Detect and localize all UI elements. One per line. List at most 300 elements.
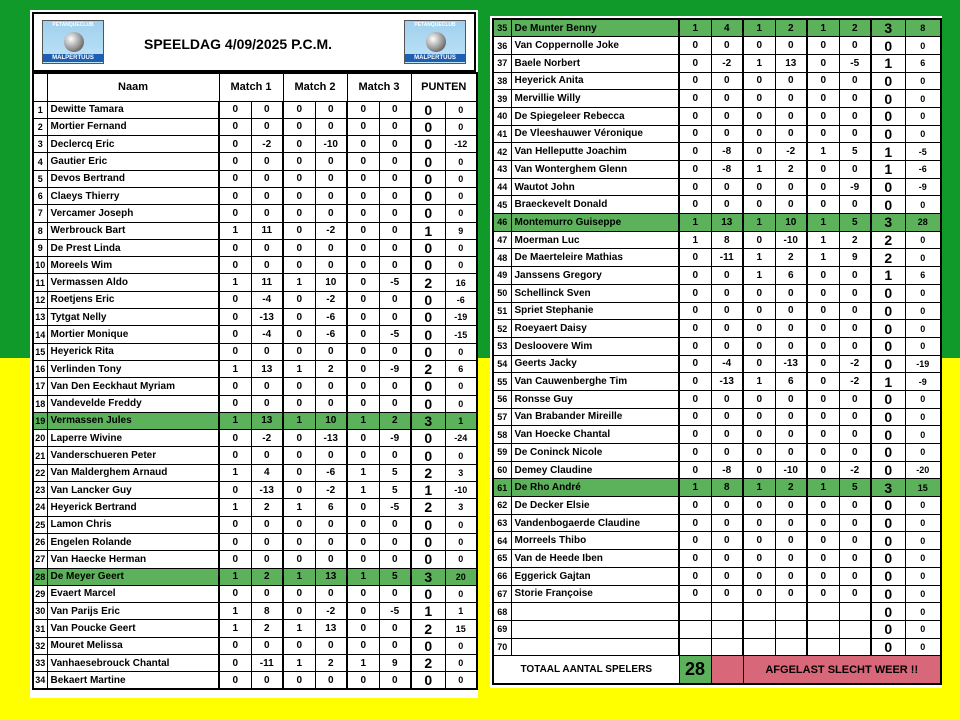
table-row (33, 551, 477, 568)
match-score-cell: 0 (839, 550, 871, 568)
player-number: 9 (33, 239, 47, 256)
total-points: 0 (445, 551, 477, 568)
match-score-cell: 0 (315, 170, 347, 187)
match-win-cell: 0 (679, 514, 711, 532)
match-win-cell: 0 (283, 101, 315, 118)
match-win-cell: 1 (283, 360, 315, 377)
total-players-count: 28 (679, 656, 711, 684)
player-number: 5 (33, 170, 47, 187)
match-win-cell: 1 (807, 231, 839, 249)
match-score-cell: 0 (315, 205, 347, 222)
match-score-cell: -13 (251, 482, 283, 499)
total-wins: 0 (411, 291, 445, 308)
match-win-cell: 0 (743, 178, 775, 196)
match-score-cell: 0 (251, 551, 283, 568)
match-score-cell: -2 (839, 373, 871, 391)
match-win-cell: 0 (347, 447, 379, 464)
player-number: 68 (493, 603, 511, 621)
match-score-cell: -13 (775, 355, 807, 373)
match-win-cell: 1 (743, 161, 775, 179)
player-name: Evaert Marcel (47, 585, 219, 602)
match-score-cell: 6 (775, 373, 807, 391)
match-win-cell: 1 (219, 360, 251, 377)
match-win-cell: 0 (283, 222, 315, 239)
match-score-cell: -8 (711, 161, 743, 179)
table-row (493, 532, 941, 550)
player-number: 30 (33, 603, 47, 620)
match-win-cell: 0 (679, 532, 711, 550)
match-score-cell: 0 (711, 426, 743, 444)
table-row (493, 284, 941, 302)
match-win-cell: 0 (743, 72, 775, 90)
player-name: De Munter Benny (511, 19, 679, 37)
match-win-cell: 1 (283, 274, 315, 291)
player-name: Van Cauwenberghe Tim (511, 373, 679, 391)
match-score-cell: 0 (379, 637, 411, 654)
table-row (493, 214, 941, 232)
match-win-cell: 0 (807, 161, 839, 179)
total-points: 0 (905, 337, 941, 355)
match-score-cell: -4 (251, 326, 283, 343)
match-score-cell: -10 (315, 136, 347, 153)
club-logo-left (42, 20, 104, 64)
match-win-cell: 0 (743, 107, 775, 125)
player-number: 70 (493, 638, 511, 656)
total-wins: 0 (411, 205, 445, 222)
match-score-cell: 0 (775, 444, 807, 462)
match-score-cell: 0 (711, 532, 743, 550)
total-wins: 1 (871, 161, 905, 179)
player-name: Van Coppernolle Joke (511, 37, 679, 55)
table-row (493, 37, 941, 55)
table-row (33, 239, 477, 256)
match-win-cell: 0 (219, 551, 251, 568)
match-win-cell: 0 (807, 567, 839, 585)
player-name: Van Den Eeckhaut Myriam (47, 378, 219, 395)
table-row (493, 161, 941, 179)
match-win-cell: 1 (219, 620, 251, 637)
total-points: -10 (445, 482, 477, 499)
table-row (493, 514, 941, 532)
match-score-cell: 0 (775, 497, 807, 515)
match-score-cell: 0 (839, 125, 871, 143)
match-win-cell: 0 (743, 302, 775, 320)
match-win-cell: 0 (679, 408, 711, 426)
match-win-cell: 0 (679, 337, 711, 355)
player-number: 41 (493, 125, 511, 143)
player-number: 54 (493, 355, 511, 373)
match-score-cell: 0 (379, 187, 411, 204)
total-wins: 3 (871, 479, 905, 497)
match-score-cell: -11 (711, 249, 743, 267)
table-row (493, 249, 941, 267)
total-wins: 0 (411, 378, 445, 395)
match-win-cell: 0 (807, 107, 839, 125)
match-win-cell: 0 (283, 672, 315, 690)
match-win-cell: 0 (283, 118, 315, 135)
scores-table-left (32, 72, 478, 690)
match-score-cell: 0 (315, 516, 347, 533)
match-score-cell: 13 (251, 360, 283, 377)
total-points: 0 (905, 90, 941, 108)
player-number: 34 (33, 672, 47, 690)
total-wins: 1 (871, 143, 905, 161)
match-score-cell: -5 (379, 499, 411, 516)
match-win-cell: 0 (219, 170, 251, 187)
match-score-cell: 0 (839, 567, 871, 585)
table-row (493, 444, 941, 462)
total-points: 6 (905, 267, 941, 285)
match-score-cell: -6 (315, 309, 347, 326)
match-score-cell: -9 (839, 178, 871, 196)
player-name: Vercamer Joseph (47, 205, 219, 222)
total-points: 0 (905, 603, 941, 621)
match-win-cell: 0 (347, 239, 379, 256)
player-number: 33 (33, 655, 47, 672)
match-win-cell: 1 (219, 274, 251, 291)
player-name: Engelen Rolande (47, 533, 219, 550)
match-score-cell: 5 (839, 214, 871, 232)
match-score-cell: -6 (315, 326, 347, 343)
match-score-cell: 0 (711, 178, 743, 196)
player-number: 57 (493, 408, 511, 426)
match-win-cell: 0 (219, 516, 251, 533)
match-win-cell: 0 (807, 444, 839, 462)
match-win-cell: 0 (219, 205, 251, 222)
match-score-cell: 0 (839, 408, 871, 426)
table-row (493, 567, 941, 585)
match-win-cell: 0 (743, 284, 775, 302)
match-score-cell: 0 (775, 337, 807, 355)
match-win-cell: 0 (219, 395, 251, 412)
match-win-cell: 0 (807, 585, 839, 603)
match-win-cell: 0 (283, 430, 315, 447)
total-players-label: TOTAAL AANTAL SPELERS (493, 656, 679, 684)
player-name: Vanhaesebrouck Chantal (47, 655, 219, 672)
match-win-cell: 0 (743, 125, 775, 143)
match-score-cell: 8 (711, 479, 743, 497)
total-points: 0 (905, 37, 941, 55)
match-score-cell: 2 (839, 231, 871, 249)
match-score-cell: 0 (379, 395, 411, 412)
match-score-cell: 0 (711, 107, 743, 125)
table-row (33, 499, 477, 516)
match-win-cell: 1 (743, 54, 775, 72)
match-win-cell: 1 (219, 568, 251, 585)
total-points: 0 (445, 101, 477, 118)
total-wins: 0 (871, 178, 905, 196)
table-row (493, 585, 941, 603)
player-name: Heyerick Rita (47, 343, 219, 360)
match-win-cell: 0 (347, 603, 379, 620)
player-name: Lamon Chris (47, 516, 219, 533)
table-row (33, 257, 477, 274)
total-wins: 0 (411, 257, 445, 274)
total-wins: 0 (871, 337, 905, 355)
total-points: -19 (905, 355, 941, 373)
match-win-cell: 0 (679, 461, 711, 479)
match-score-cell: 0 (839, 107, 871, 125)
table-row (493, 603, 941, 621)
match-score-cell: 13 (315, 568, 347, 585)
match-score-cell: 0 (379, 257, 411, 274)
player-number: 17 (33, 378, 47, 395)
table-row (493, 390, 941, 408)
player-name: Werbrouck Bart (47, 222, 219, 239)
total-wins: 2 (411, 464, 445, 481)
match-score-cell: 6 (775, 267, 807, 285)
player-number: 26 (33, 533, 47, 550)
player-name: Van Helleputte Joachim (511, 143, 679, 161)
match-win-cell: 1 (219, 222, 251, 239)
total-wins: 0 (871, 497, 905, 515)
left-score-sheet (30, 10, 478, 698)
match-score-cell: 6 (315, 499, 347, 516)
match-score-cell: 0 (379, 136, 411, 153)
total-wins: 0 (871, 302, 905, 320)
match-score-cell: 0 (711, 196, 743, 214)
total-points: 0 (905, 231, 941, 249)
match-win-cell: 0 (679, 355, 711, 373)
table-row (493, 19, 941, 37)
match-score-cell: 2 (315, 360, 347, 377)
player-number: 11 (33, 274, 47, 291)
match-win-cell: 0 (679, 444, 711, 462)
player-number: 52 (493, 320, 511, 338)
match-score-cell: -9 (379, 360, 411, 377)
match-win-cell: 0 (283, 309, 315, 326)
table-row (33, 309, 477, 326)
player-name: Desloovere Wim (511, 337, 679, 355)
match-score-cell: 0 (251, 585, 283, 602)
right-score-sheet (490, 16, 942, 688)
total-points: 1 (445, 412, 477, 429)
match-win-cell: 0 (283, 378, 315, 395)
scores-table-right (492, 18, 942, 685)
table-row (493, 355, 941, 373)
table-row (33, 326, 477, 343)
match-win-cell: 0 (347, 170, 379, 187)
player-name: Ronsse Guy (511, 390, 679, 408)
total-points: 0 (905, 567, 941, 585)
match-win-cell: 0 (347, 499, 379, 516)
match-win-cell: 0 (219, 187, 251, 204)
match-score-cell: 0 (379, 239, 411, 256)
player-name: Geerts Jacky (511, 355, 679, 373)
player-number: 37 (493, 54, 511, 72)
table-row (33, 568, 477, 585)
table-row (33, 533, 477, 550)
match-score-cell: 0 (839, 302, 871, 320)
match-score-cell: -8 (711, 461, 743, 479)
total-wins: 2 (411, 360, 445, 377)
player-number: 63 (493, 514, 511, 532)
total-points: -9 (905, 373, 941, 391)
table-row (33, 170, 477, 187)
match-score-cell: 10 (315, 412, 347, 429)
match-win-cell: 0 (807, 497, 839, 515)
match-score-cell: 0 (251, 637, 283, 654)
player-name: Declercq Eric (47, 136, 219, 153)
match-score-cell: 8 (251, 603, 283, 620)
total-points: 0 (905, 514, 941, 532)
total-wins: 2 (871, 249, 905, 267)
match-win-cell: 0 (679, 178, 711, 196)
match-score-cell: 0 (775, 37, 807, 55)
player-number: 69 (493, 620, 511, 638)
match-score-cell: 13 (251, 412, 283, 429)
match-score-cell: 0 (839, 267, 871, 285)
player-number: 67 (493, 585, 511, 603)
table-row (33, 516, 477, 533)
match-score-cell: 0 (315, 239, 347, 256)
match-win-cell: 0 (679, 373, 711, 391)
player-name: Van Wonterghem Glenn (511, 161, 679, 179)
player-number: 53 (493, 337, 511, 355)
player-name: Spriet Stephanie (511, 302, 679, 320)
player-number: 60 (493, 461, 511, 479)
total-wins: 0 (871, 426, 905, 444)
table-row (33, 585, 477, 602)
match-win-cell: 0 (743, 444, 775, 462)
total-points: 0 (445, 205, 477, 222)
match-win-cell: 0 (679, 37, 711, 55)
table-row (493, 267, 941, 285)
match-win-cell: 0 (743, 37, 775, 55)
match-score-cell: -2 (315, 482, 347, 499)
player-name: Janssens Gregory (511, 267, 679, 285)
match-score-cell: 2 (775, 249, 807, 267)
match-score-cell: -2 (315, 291, 347, 308)
match-score-cell: 0 (711, 497, 743, 515)
match-win-cell: 0 (347, 585, 379, 602)
match-score-cell: 0 (251, 343, 283, 360)
match-win-cell: 0 (679, 567, 711, 585)
match-win-cell: 0 (679, 125, 711, 143)
logo-bottom-text: MALPERTUUS (405, 54, 465, 62)
match-win-cell: 0 (219, 118, 251, 135)
total-wins: 0 (871, 620, 905, 638)
total-wins: 0 (871, 107, 905, 125)
match-win-cell: 0 (219, 343, 251, 360)
player-number: 49 (493, 267, 511, 285)
total-wins: 0 (411, 187, 445, 204)
table-row (33, 187, 477, 204)
player-name: Montemurro Guiseppe (511, 214, 679, 232)
match-score-cell (839, 603, 871, 621)
total-points: -9 (905, 178, 941, 196)
total-wins: 0 (411, 585, 445, 602)
player-name: Mouret Melissa (47, 637, 219, 654)
match-win-cell: 0 (219, 309, 251, 326)
table-row (33, 205, 477, 222)
table-row (33, 378, 477, 395)
match-win-cell: 0 (679, 302, 711, 320)
total-points: 9 (445, 222, 477, 239)
match-score-cell: 0 (775, 550, 807, 568)
match-win-cell: 0 (347, 430, 379, 447)
total-wins: 0 (411, 326, 445, 343)
total-points: 0 (905, 638, 941, 656)
match-win-cell: 1 (283, 412, 315, 429)
nr-header (33, 73, 47, 101)
match-win-cell: 0 (679, 196, 711, 214)
match-score-cell: 0 (315, 533, 347, 550)
player-name: De Meyer Geert (47, 568, 219, 585)
table-row (493, 373, 941, 391)
total-points: 0 (905, 532, 941, 550)
match-win-cell: 0 (807, 337, 839, 355)
match-score-cell: -10 (775, 461, 807, 479)
match-win-cell: 0 (807, 267, 839, 285)
player-name: Baele Norbert (511, 54, 679, 72)
total-points: 0 (905, 72, 941, 90)
match-win-cell: 0 (347, 274, 379, 291)
match-win-cell: 0 (679, 54, 711, 72)
match-win-cell (679, 620, 711, 638)
player-number: 16 (33, 360, 47, 377)
match-score-cell: 0 (775, 320, 807, 338)
total-wins: 0 (871, 125, 905, 143)
match-score-cell: 0 (711, 390, 743, 408)
total-points: -19 (445, 309, 477, 326)
total-wins: 0 (871, 550, 905, 568)
match-win-cell: 0 (743, 337, 775, 355)
match-score-cell: 0 (315, 187, 347, 204)
match-win-cell: 1 (743, 373, 775, 391)
match-win-cell: 0 (743, 90, 775, 108)
total-points: 0 (905, 585, 941, 603)
match-score-cell: -2 (251, 430, 283, 447)
match-win-cell: 0 (807, 196, 839, 214)
match-score-cell: -2 (775, 143, 807, 161)
match-win-cell: 1 (679, 214, 711, 232)
match-score-cell: 0 (711, 408, 743, 426)
match-score-cell: -10 (775, 231, 807, 249)
player-name: Heyerick Anita (511, 72, 679, 90)
match-score-cell: 0 (251, 153, 283, 170)
match-score-cell: -2 (839, 355, 871, 373)
total-wins: 2 (411, 620, 445, 637)
player-name: De Rho André (511, 479, 679, 497)
match-score-cell: 0 (711, 337, 743, 355)
match-win-cell (679, 638, 711, 656)
match-win-cell: 1 (347, 568, 379, 585)
total-points: 16 (445, 274, 477, 291)
table-row (33, 637, 477, 654)
total-points: 0 (905, 444, 941, 462)
table-row (33, 447, 477, 464)
match-win-cell: 0 (219, 101, 251, 118)
match-win-cell: 1 (807, 19, 839, 37)
player-number: 29 (33, 585, 47, 602)
match-score-cell: 0 (379, 585, 411, 602)
match-win-cell: 0 (283, 291, 315, 308)
match-win-cell: 0 (679, 161, 711, 179)
match-win-cell: 1 (283, 655, 315, 672)
player-name: De Maerteleire Mathias (511, 249, 679, 267)
total-points: 6 (445, 360, 477, 377)
match-score-cell: 0 (251, 516, 283, 533)
match-score-cell: 2 (775, 161, 807, 179)
player-number: 4 (33, 153, 47, 170)
player-name: Tytgat Nelly (47, 309, 219, 326)
total-wins: 0 (411, 637, 445, 654)
player-name: Van Parijs Eric (47, 603, 219, 620)
match-score-cell: 0 (775, 178, 807, 196)
table-row (493, 461, 941, 479)
match-score-cell: -4 (711, 355, 743, 373)
